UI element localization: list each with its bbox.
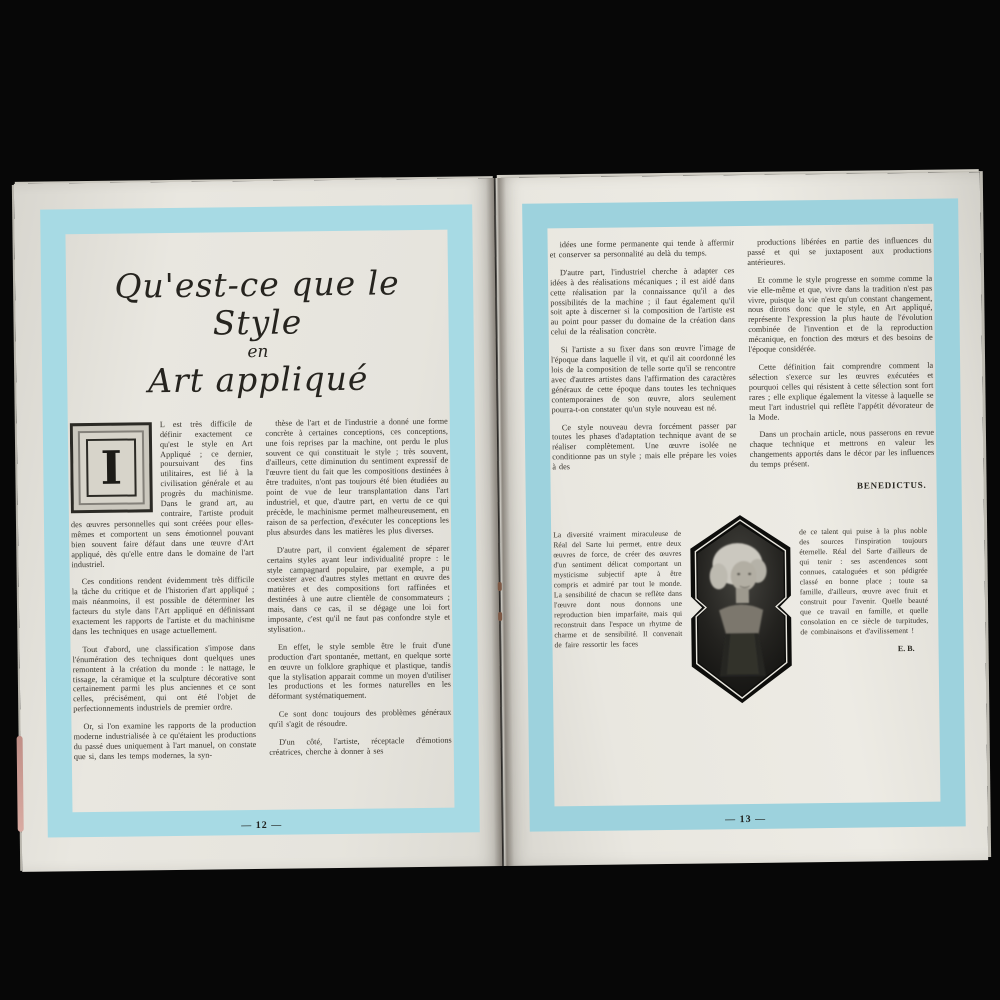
author-signature: BENEDICTUS. bbox=[856, 479, 927, 491]
column-paragraphs bbox=[747, 236, 934, 470]
title-line-3: Art appliqué bbox=[147, 358, 369, 401]
caption-signature: E. B. bbox=[897, 643, 915, 654]
page-left bbox=[14, 178, 502, 872]
page-number-right: — 13 — bbox=[725, 813, 767, 826]
bust-sculpture-photo bbox=[687, 513, 795, 704]
paragraph: Or, si l'on examine les rapports de la production moderne industrialisée à ce qu'étaient les productions du passé dues uniquement à l'art manuel, on constate que si, dans les temps modernes, la syn- bbox=[73, 720, 257, 762]
paragraph: Ce sont donc toujours des problèmes généraux qu'il s'agit de résoudre. bbox=[268, 707, 452, 730]
paragraph: D'un côté, l'artiste, réceptacle d'émotions créatrices, cherche à donner à ses bbox=[269, 735, 452, 757]
photo-section bbox=[553, 512, 937, 707]
paragraph: thèse de l'art et de l'industrie a donné une forme concrète à certaines conceptions, ces conceptions, une fois reprises par la machine, ont perdu le plus souvent ce qui constituait le style ; très souvent, d'ailleurs, cette diminution du sentiment expressif de l'œuvre tient du fait que les compositions destinées à être traduites, n'ont pas toujours été bien étudiées au point de vue de leur transplantation dans l'art industriel, et que, d'autre part, en vertu de ce qui précède, le machinisme permet malheureusement, en raison de sa perfection, d'exécuter les conceptions les plus absurdes dans les matières les plus diverses. bbox=[265, 416, 450, 537]
title-line-1: Qu'est-ce que le Style bbox=[114, 263, 400, 343]
column-paragraphs bbox=[550, 238, 737, 472]
staple-icon bbox=[498, 612, 502, 621]
photo-caption-left: La diversité vraiment miraculeuse de Réal del Sarte lui permet, entre deux œuvres de force, de créer des œuvres d'un sentiment délicat comportant un mysticisme subjectif apte à être compris et admiré par tout le monde. La sensibilité de chacun se reflète dans l'œuvre dont nous donnons une reproduction bien imparfaite, mais qui reconstruit dans l'espace un rhytme de charme et de sensibilité. Il convenait de faire ressortir les faces bbox=[553, 528, 683, 650]
right-page-content bbox=[549, 224, 938, 807]
paragraph: idées une forme permanente qui tende à affermir et conserver sa personnalité au delà du temps. bbox=[549, 238, 735, 260]
column-paragraphs bbox=[72, 575, 257, 762]
left-page-content bbox=[67, 230, 452, 813]
right-page-column-2 bbox=[747, 236, 935, 492]
paragraph: Ces conditions rendent évidemment très difficile la tâche du critique et de l'historien d'art appliqué ; mais néanmoins, il est possible de déterminer les facteurs du style dans l'Art appliqué en définissant exactement les rapports de l'artiste et du machinisme dans les techniques en usage actuellement. bbox=[71, 575, 255, 637]
photo-caption-right-block bbox=[799, 512, 929, 655]
photo-caption-right: de ce talent qui puise à la plus noble des sources l'inspiration toujours éternelle. Réal del Sarte d'ailleurs de qui tenir : ses ascendences sont connues, cataloguées et son pédigrée classé en bonne place ; toute sa famille, d'ailleurs, œuvre avec fruit et construit pour l'avenir. Quelle beauté que ce travail en famille, et quelle consolation en ce siècle de turpitudes, de combinaisons et d'avilissement ! bbox=[799, 525, 929, 637]
title-line-2: en bbox=[247, 341, 269, 362]
left-page-columns bbox=[70, 416, 452, 770]
right-page-columns bbox=[550, 236, 935, 495]
ornate-initial-icon bbox=[70, 422, 153, 513]
paragraph: D'autre part, l'industriel cherche à adapter ces idées à des réalisations mécaniques ; il est aidé dans cette réalisation par la connaissance qu'il a des possibilités de la machine ; il faut également qu'il soit apte à discerner si la composition de l'artiste est au point pour passer du domaine de la création dans celui de la réalisation concrète. bbox=[550, 265, 736, 337]
paragraph: L est très difficile de définir exactement ce qu'est le style en Art Appliqué ; ce dernier, poursuivant des fins utilitaires, est lié à la civilisation générale et au progrès du machinisme. Dans le grand art, au contraire, l'artiste produit des œuvres personnelles qui sont créées pour elles-mêmes et comportent un sens émotionnel pouvant bien souvent faire défaut dans une œuvre d'Art appliqué, dès qu'elle entre dans le domaine de l'art industriel. bbox=[70, 418, 254, 569]
left-page-column-2 bbox=[265, 416, 452, 767]
staple-icon bbox=[498, 582, 502, 591]
paragraph: Ce style nouveau devra forcément passer par toutes les phases d'adaptation technique avant de se réaliser complètement. Une œuvre isolée ne conditionne pas un style ; mais elle prépare les voies à des bbox=[551, 420, 737, 472]
left-page-column-1 bbox=[70, 419, 257, 770]
paragraph: Et comme le style progresse en somme comme la vie elle-même et que, vivre dans la tradition n'est pas vivre, puisque la vie n'est qu'un constant changement, nous dirons donc que le style, en Art appliqué, représente l'expression la plus haute de l'évolution combinée de l'invention et de la reproduction mécanique, en fonction des mœurs et des besoins de l'époque considérée. bbox=[747, 273, 933, 355]
column-paragraphs bbox=[265, 416, 452, 757]
paragraph: En effet, le style semble être le fruit d'une production d'art spontanée, mettant, en quelque sorte en œuvre un folklore graphique et plastique, tandis que la stylisation apparait comme un moyen d'utiliser les productions et les formes naturelles en les déformant systématiquement. bbox=[268, 640, 452, 702]
paragraph: D'autre part, il convient également de séparer certains styles ayant leur individualité propre : le style campagnard populaire, par exemple, a pu coexister avec d'autres styles mettant en œuvre des matières et des compositions fort raffinées et destinées à une autre clientèle de consommateurs ; mais, dans ce cas, il se dégage une loi fort imposante, c'est qu'il ne faut pas confondre style et stylisation.. bbox=[266, 543, 451, 634]
page-right bbox=[496, 172, 988, 866]
right-page-column-1 bbox=[550, 238, 738, 494]
paragraph: Dans un prochain article, nous passerons en revue chaque technique et mettrons en valeur les changements apportés dans le décor par les influences du temps présent. bbox=[749, 428, 935, 470]
paragraph: productions libérées en partie des influences du passé et qui se juxtaposent aux productions antérieures. bbox=[747, 235, 932, 267]
dropcap-letter: I bbox=[100, 440, 123, 495]
paragraph: Si l'artiste a su fixer dans son œuvre l'image de l'époque dans laquelle il vit, et qu'il ait coordonné les lois de la composition de telle sorte qu'il se rencontre avec d'autres artistes dans l'affirmation des caractères généraux de cette époque dans toutes les techniques contemporaines de son œuvre, alors seulement pourra-t-on constater qu'un style nouveau est né. bbox=[550, 343, 737, 414]
paragraph: Cette définition fait comprendre comment la sélection s'exerce sur les œuvres exécutées et pourquoi celles qui résistent à cette sélection sont fort rares ; elle explique également la vitesse à laquelle se meut l'art industriel qui reflète l'appétit dévorateur de la Mode. bbox=[748, 360, 934, 422]
article-title bbox=[68, 264, 448, 401]
magazine-spread bbox=[14, 172, 988, 872]
page-edge-tint bbox=[17, 736, 24, 832]
paragraph: Tout d'abord, une classification s'impose dans l'énumération des techniques dont quelques unes remontent à la création du monde : le nattage, le tissage, la céramique et la sculpture décorative sont certainement parmi les plus anciennes et ce sont celles, précisément, qui ont été l'objet de perfectionnements industriels de premier ordre. bbox=[72, 642, 256, 714]
page-number-left: — 12 — bbox=[241, 819, 283, 832]
